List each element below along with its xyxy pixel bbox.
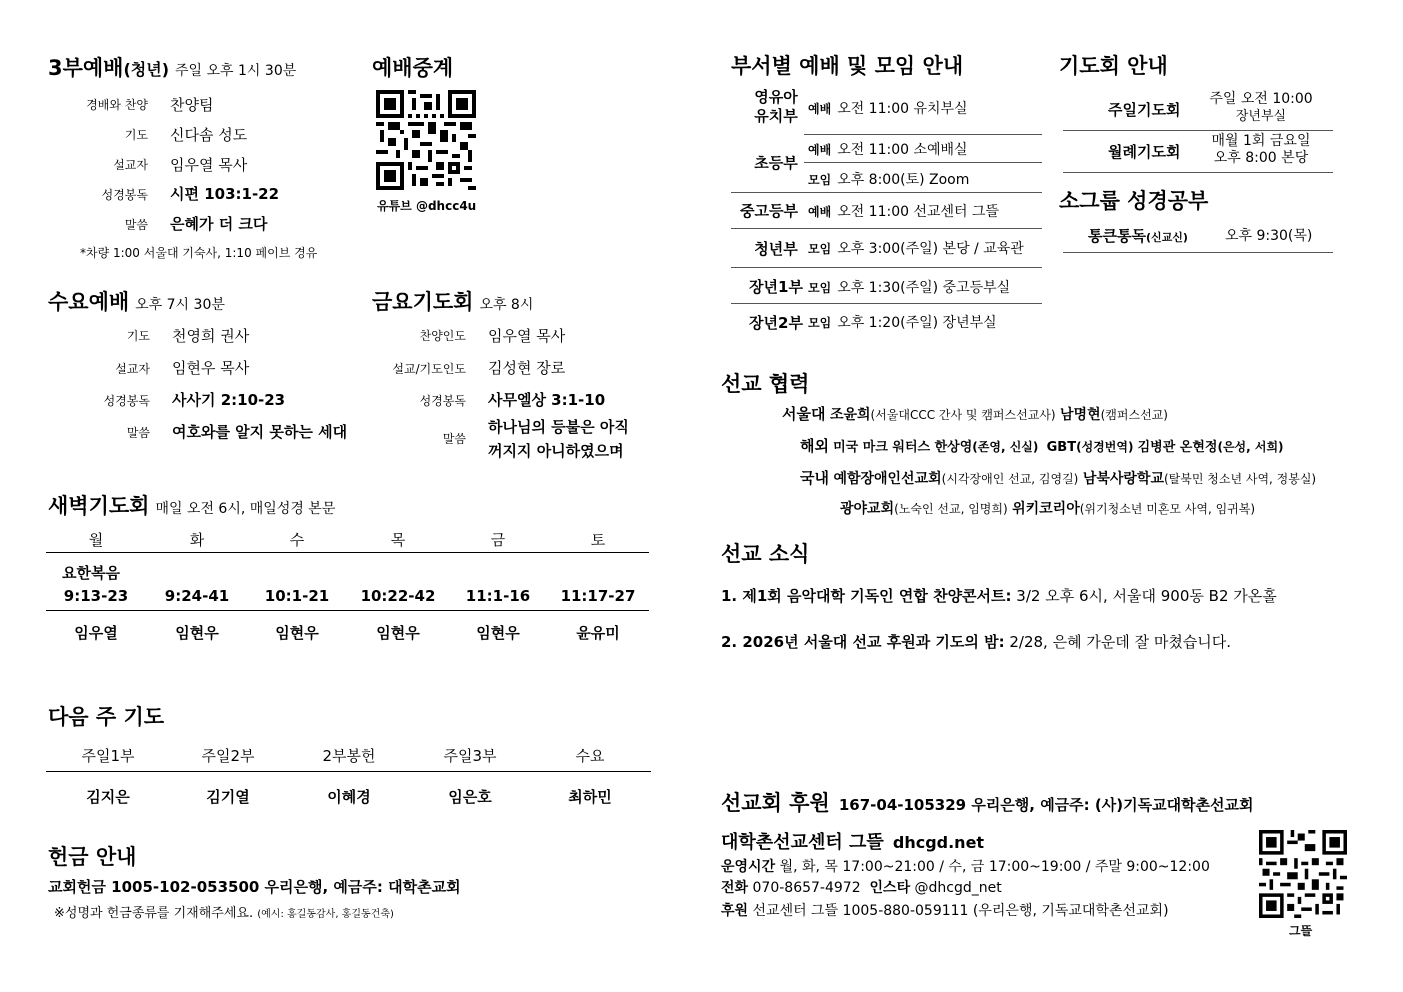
wednesday-title: 수요예배 오후 7시 30분 xyxy=(48,290,225,314)
dept-entry-adult-1: 모임 오후 1:30(주일) 중고등부실 xyxy=(808,280,1011,296)
next-prayer-name-4: 임은호 xyxy=(448,788,492,806)
service3-label-1: 경배와 찬양 xyxy=(86,98,148,112)
dept-entry-elementary-2: 모임 오후 8:00(토) Zoom xyxy=(808,172,970,188)
center-qr-code-icon[interactable] xyxy=(1259,830,1347,918)
mission-coop-domestic-2: 광야교회(노숙인 선교, 임명희) 위키코리아(위기청소년 미혼모 사역, 임귀복) xyxy=(840,501,1256,517)
dept-name-adult-2: 장년2부 xyxy=(749,314,803,332)
dept-entry-youth-1: 예배 오전 11:00 선교센터 그뜰 xyxy=(808,204,1000,220)
dept-divider xyxy=(731,192,1042,193)
service3-label-5: 말씀 xyxy=(124,218,148,232)
dept-name-young-adult: 청년부 xyxy=(754,240,798,258)
small-group-divider xyxy=(1063,252,1333,253)
dept-divider xyxy=(731,303,1042,304)
mission-coop-domestic: 국내 예함장애인선교회(시각장애인 선교, 김영길) 남북사랑학교(탈북민 청소년 사역, 정봉실) xyxy=(800,469,1317,487)
service3-title: 3부예배(청년) 주일 오후 1시 30분 xyxy=(48,56,297,80)
friday-value-2: 김성현 장로 xyxy=(488,359,566,377)
support-line: 선교회 후원 167-04-105329 우리은행, 예금주: (사)기독교대학촌선교회 xyxy=(721,791,1254,815)
wednesday-value-4: 여호와를 알지 못하는 세대 xyxy=(172,423,348,441)
wednesday-value-2: 임현우 목사 xyxy=(172,359,250,377)
friday-value-1: 임우열 목사 xyxy=(488,327,566,345)
center-donate: 후원 선교센터 그뜰 1005-880-059111 (우리은행, 기독교대학촌선교회) xyxy=(721,903,1169,919)
dawn-day-3: 수 xyxy=(289,531,305,549)
friday-value-3: 사무엘상 3:1-10 xyxy=(488,391,606,409)
dawn-book: 요한복음 xyxy=(62,564,120,582)
mission-news-item-1: 1. 제1회 음악대학 기독인 연합 찬양콘서트: 3/2 오후 6시, 서울대 900동 B2 가온홀 xyxy=(721,587,1277,605)
dawn-passage-divider xyxy=(46,610,649,611)
next-prayer-header-1: 주일1부 xyxy=(81,747,135,765)
dawn-leader-2: 임현우 xyxy=(175,624,219,642)
service3-value-3: 임우열 목사 xyxy=(170,156,248,174)
prayer-meeting-time-1: 주일 오전 10:00 장년부실 xyxy=(1209,91,1313,124)
offering-title: 헌금 안내 xyxy=(48,845,137,869)
service3-value-4: 시편 103:1-22 xyxy=(170,185,280,203)
offering-account: 교회헌금 1005-102-053500 우리은행, 예금주: 대학촌교회 xyxy=(48,878,461,896)
friday-label-2: 설교/기도인도 xyxy=(392,362,466,376)
dept-divider xyxy=(731,228,1042,229)
friday-title: 금요기도회 오후 8시 xyxy=(372,290,534,314)
next-prayer-divider xyxy=(46,771,651,772)
center-qr-caption: 그뜰 xyxy=(1289,924,1313,938)
mission-coop-abroad: 해외 미국 마크 워터스 한상영(존영, 신실) GBT(성경번역) 김병관 온현정(은성, 서희) xyxy=(800,437,1284,455)
dept-entry-infant-1: 예배 오전 11:00 유치부실 xyxy=(808,101,968,117)
mission-coop-title: 선교 협력 xyxy=(721,372,810,396)
wednesday-label-3: 성경봉독 xyxy=(103,394,150,408)
next-prayer-header-2: 주일2부 xyxy=(201,747,255,765)
next-prayer-header-4: 주일3부 xyxy=(443,747,497,765)
next-prayer-name-1: 김지은 xyxy=(86,788,130,806)
friday-label-4: 말씀 xyxy=(442,432,466,446)
friday-value-4a: 하나님의 등불은 아직 xyxy=(488,418,629,436)
wednesday-label-2: 설교자 xyxy=(115,362,150,376)
center-title-line: 대학촌선교센터 그뜰 dhcgd.net xyxy=(721,832,985,853)
dawn-passage-4: 10:22-42 xyxy=(360,587,436,605)
next-prayer-name-2: 김기열 xyxy=(206,788,250,806)
friday-label-1: 찬양인도 xyxy=(419,329,466,343)
next-prayer-header-5: 수요 xyxy=(575,747,605,765)
dawn-header-divider xyxy=(46,552,649,553)
wednesday-value-3: 사사기 2:10-23 xyxy=(172,391,286,409)
dawn-passage-3: 10:1-21 xyxy=(264,587,330,605)
center-contact: 전화 070-8657-4972 인스타 @dhcgd_net xyxy=(721,880,1002,896)
center-hours: 운영시간 월, 화, 목 17:00~21:00 / 수, 금 17:00~19:00 / 주말 9:00~12:00 xyxy=(721,859,1210,875)
small-group-title: 소그룹 성경공부 xyxy=(1059,189,1209,213)
service3-label-2: 기도 xyxy=(124,128,148,142)
next-prayer-name-3: 이혜경 xyxy=(327,788,371,806)
dawn-leader-1: 임우열 xyxy=(74,624,118,642)
offering-note: ※성명과 헌금종류를 기재해주세요. (예시: 홍길동감사, 홍길동건축) xyxy=(54,906,394,921)
dawn-day-5: 금 xyxy=(490,531,506,549)
dawn-day-1: 월 xyxy=(88,531,104,549)
dept-entry-elementary-1: 예배 오전 11:00 소예배실 xyxy=(808,142,968,158)
youtube-qr-code-icon[interactable] xyxy=(376,90,476,190)
dawn-passage-1: 9:13-23 xyxy=(63,587,129,605)
next-prayer-name-5: 최하민 xyxy=(568,788,612,806)
wednesday-label-1: 기도 xyxy=(126,329,150,343)
prayer-meeting-divider xyxy=(1063,130,1333,131)
mission-news-title: 선교 소식 xyxy=(721,542,810,566)
service3-note: *차량 1:00 서울대 기숙사, 1:10 페이브 경유 xyxy=(80,246,318,260)
wednesday-label-4: 말씀 xyxy=(126,426,150,440)
dept-name-youth: 중고등부 xyxy=(740,202,798,220)
dawn-passage-5: 11:1-16 xyxy=(465,587,531,605)
dawn-title: 새벽기도회 매일 오전 6시, 매일성경 본문 xyxy=(48,494,336,518)
small-group-time: 오후 9:30(목) xyxy=(1225,228,1313,244)
dawn-leader-5: 임현우 xyxy=(476,624,520,642)
departments-title: 부서별 예배 및 모임 안내 xyxy=(731,54,964,78)
dawn-passage-2: 9:24-41 xyxy=(164,587,230,605)
dept-name-infant: 영유아 유치부 xyxy=(754,88,798,125)
service3-value-2: 신다솜 성도 xyxy=(170,126,248,144)
broadcast-caption: 유튜브 @dhcc4u xyxy=(377,199,477,213)
friday-value-4b: 꺼지지 아니하였으며 xyxy=(488,442,624,460)
dept-divider xyxy=(804,162,1042,163)
dept-entry-adult-2: 모임 오후 1:20(주일) 장년부실 xyxy=(808,315,997,331)
dawn-passage-6: 11:17-27 xyxy=(560,587,636,605)
service3-label-3: 설교자 xyxy=(113,158,148,172)
dept-name-elementary: 초등부 xyxy=(754,154,798,172)
prayer-meeting-time-2: 매월 1회 금요일 오후 8:00 본당 xyxy=(1211,133,1311,166)
next-prayer-title: 다음 주 기도 xyxy=(48,705,165,729)
dept-entry-young-adult-1: 모임 오후 3:00(주일) 본당 / 교육관 xyxy=(808,241,1024,257)
prayer-meeting-divider xyxy=(1063,172,1333,173)
broadcast-title: 예배중계 xyxy=(372,56,454,80)
next-prayer-header-3: 2부봉헌 xyxy=(322,747,376,765)
dept-divider xyxy=(731,267,1042,268)
service3-value-1: 찬양팀 xyxy=(170,96,214,114)
mission-coop-seoul: 서울대 조윤희(서울대CCC 간사 및 캠퍼스선교사) 남명현(캠퍼스선교) xyxy=(782,405,1168,423)
service3-value-5: 은혜가 더 크다 xyxy=(170,215,268,233)
dept-name-adult-1: 장년1부 xyxy=(749,278,803,296)
dawn-day-6: 토 xyxy=(590,531,606,549)
small-group-name: 통큰통독(신교신) xyxy=(1088,227,1188,245)
dawn-leader-3: 임현우 xyxy=(275,624,319,642)
dawn-leader-4: 임현우 xyxy=(376,624,420,642)
wednesday-value-1: 천영희 권사 xyxy=(172,327,250,345)
dawn-day-4: 목 xyxy=(390,531,406,549)
dawn-leader-6: 윤유미 xyxy=(576,624,620,642)
dawn-day-2: 화 xyxy=(189,531,205,549)
prayer-meetings-title: 기도회 안내 xyxy=(1059,54,1168,78)
friday-label-3: 성경봉독 xyxy=(419,394,466,408)
prayer-meeting-name-2: 월례기도회 xyxy=(1108,143,1181,161)
prayer-meeting-name-1: 주일기도회 xyxy=(1108,101,1181,119)
mission-news-item-2: 2. 2026년 서울대 선교 후원과 기도의 밤: 2/28, 은혜 가운데 잘 마쳤습니다. xyxy=(721,633,1232,651)
service3-label-4: 성경봉독 xyxy=(101,188,148,202)
dept-divider xyxy=(804,134,1042,135)
